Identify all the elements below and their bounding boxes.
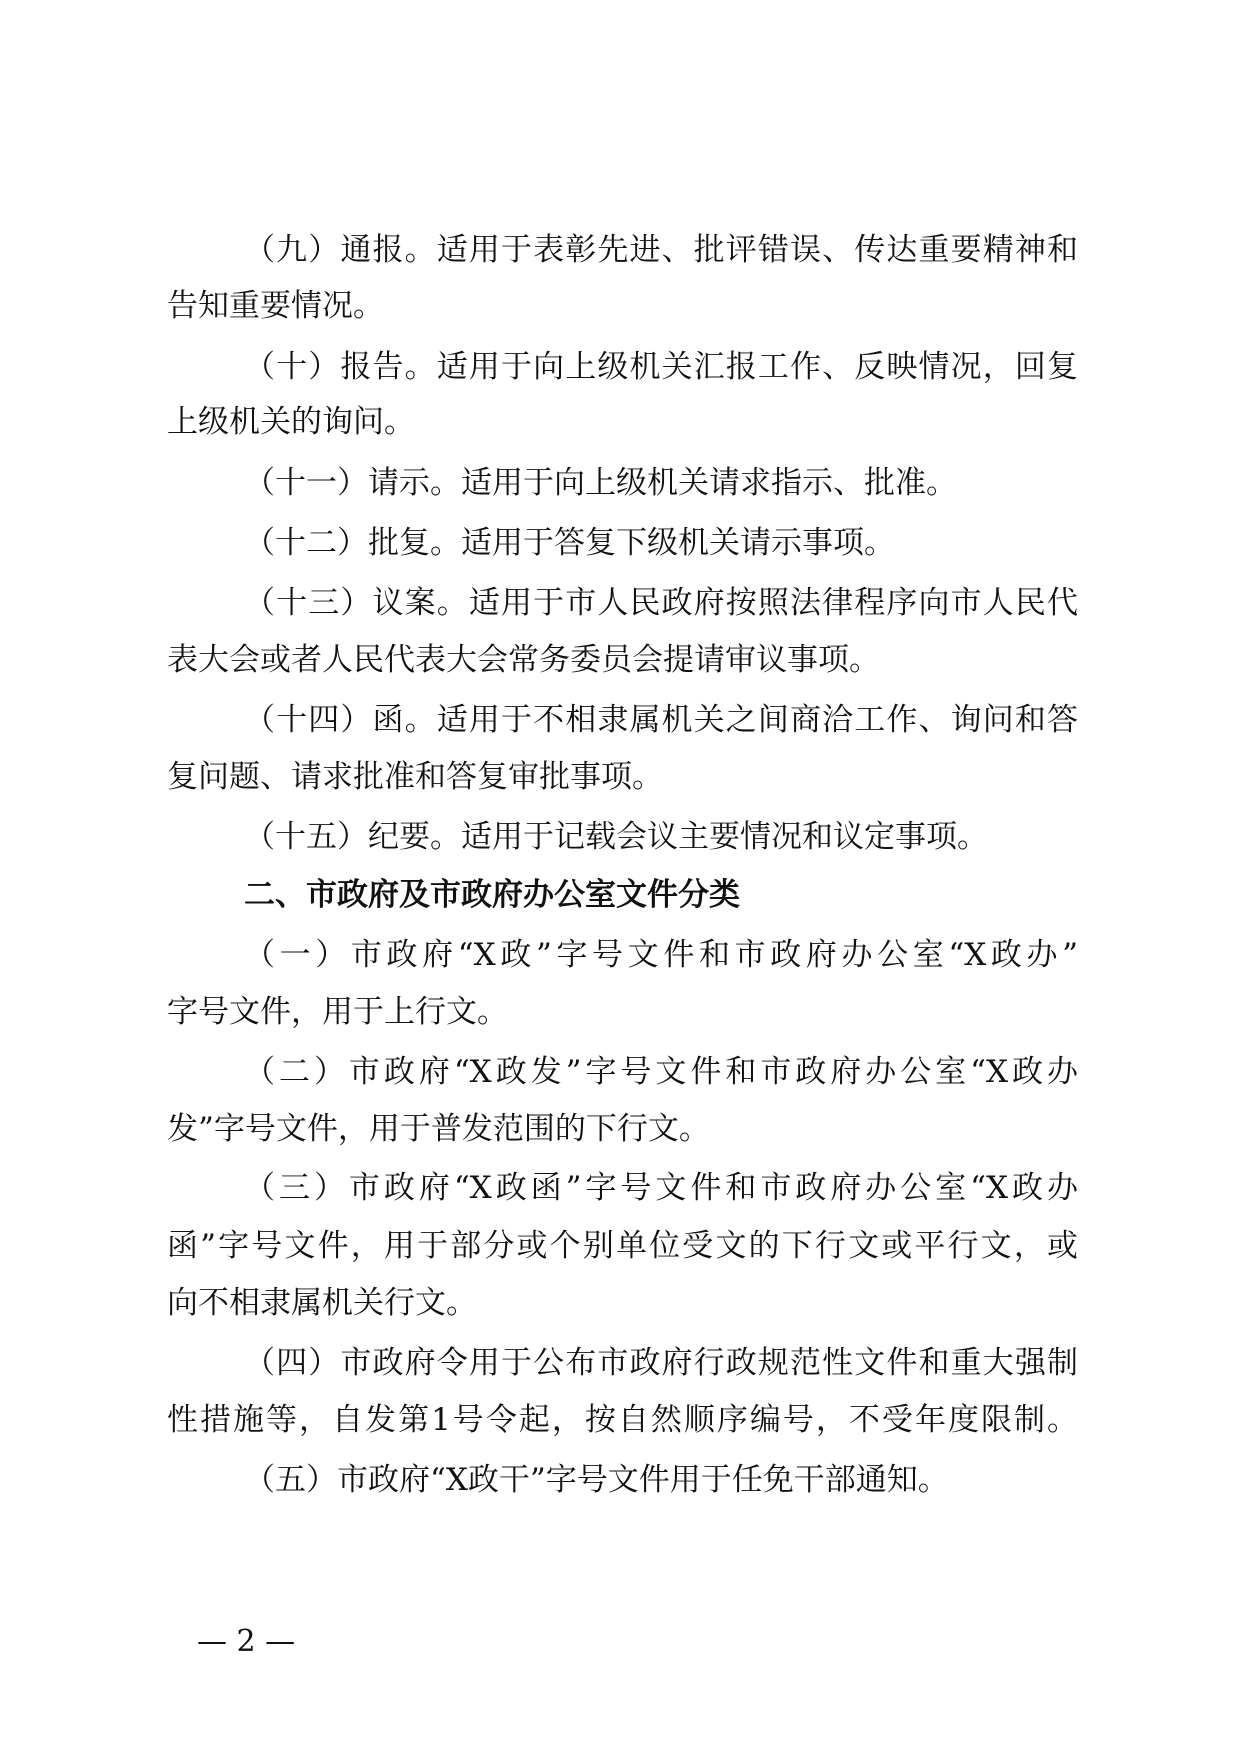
section-heading: 二、市政府及市政府办公室文件分类 <box>244 877 740 913</box>
text-line <box>0 1168 1240 1208</box>
item-3-line-1: （三）市政府“X政函”字号文件和市政府办公室“X政办 <box>244 1170 1078 1206</box>
paragraph-9-line-1: （九）通报。适用于表彰先进、批评错误、传达重要精神和 <box>244 232 1078 268</box>
item-4-line-1: （四）市政府令用于公布市政府行政规范性文件和重大强制 <box>244 1345 1078 1381</box>
paragraph-12: （十二）批复。适用于答复下级机关请示事项。 <box>244 525 895 561</box>
text-line <box>0 463 1240 503</box>
text-line <box>0 1343 1240 1383</box>
text-line <box>0 640 1240 680</box>
text-line <box>0 1226 1240 1266</box>
text-line <box>0 817 1240 857</box>
text-line <box>0 992 1240 1032</box>
item-3-line-3: 向不相隶属机关行文。 <box>167 1285 477 1321</box>
text-line <box>0 523 1240 563</box>
item-3-line-2: 函”字号文件，用于部分或个别单位受文的下行文或平行文，或 <box>167 1228 1078 1264</box>
item-1-line-2: 字号文件，用于上行文。 <box>167 994 508 1030</box>
paragraph-13-line-2: 表大会或者人民代表大会常务委员会提请审议事项。 <box>167 642 880 678</box>
paragraph-15: （十五）纪要。适用于记载会议主要情况和议定事项。 <box>244 819 988 855</box>
paragraph-10-line-2: 上级机关的询问。 <box>167 404 415 440</box>
item-4-line-2: 性措施等，自发第1号令起，按自然顺序编号，不受年度限制。 <box>167 1402 1078 1438</box>
text-line <box>0 935 1240 975</box>
text-line <box>0 1109 1240 1149</box>
paragraph-10-line-1: （十）报告。适用于向上级机关汇报工作、反映情况，回复 <box>244 349 1078 385</box>
paragraph-11: （十一）请示。适用于向上级机关请求指示、批准。 <box>244 465 957 501</box>
item-2-line-1: （二）市政府“X政发”字号文件和市政府办公室“X政办 <box>244 1054 1078 1090</box>
text-line <box>0 286 1240 326</box>
text-line <box>0 1052 1240 1092</box>
text-line <box>0 757 1240 797</box>
paragraph-14-line-2: 复问题、请求批准和答复审批事项。 <box>167 759 663 795</box>
text-line <box>0 1460 1240 1500</box>
text-line <box>0 1283 1240 1323</box>
item-1-line-1: （一）市政府“X政”字号文件和市政府办公室“X政办” <box>244 937 1078 973</box>
text-line <box>0 583 1240 623</box>
item-5: （五）市政府“X政干”字号文件用于任免干部通知。 <box>244 1462 949 1498</box>
paragraph-14-line-1: （十四）函。适用于不相隶属机关之间商洽工作、询问和答 <box>244 702 1078 738</box>
text-line <box>0 230 1240 270</box>
item-2-line-2: 发”字号文件，用于普发范围的下行文。 <box>167 1111 710 1147</box>
text-line <box>0 402 1240 442</box>
text-line <box>0 700 1240 740</box>
text-line <box>0 347 1240 387</box>
text-line <box>0 875 1240 915</box>
page-number: — 2 — <box>197 1624 296 1659</box>
paragraph-13-line-1: （十三）议案。适用于市人民政府按照法律程序向市人民代 <box>244 585 1078 621</box>
text-line <box>0 1400 1240 1440</box>
paragraph-9-line-2: 告知重要情况。 <box>167 288 384 324</box>
